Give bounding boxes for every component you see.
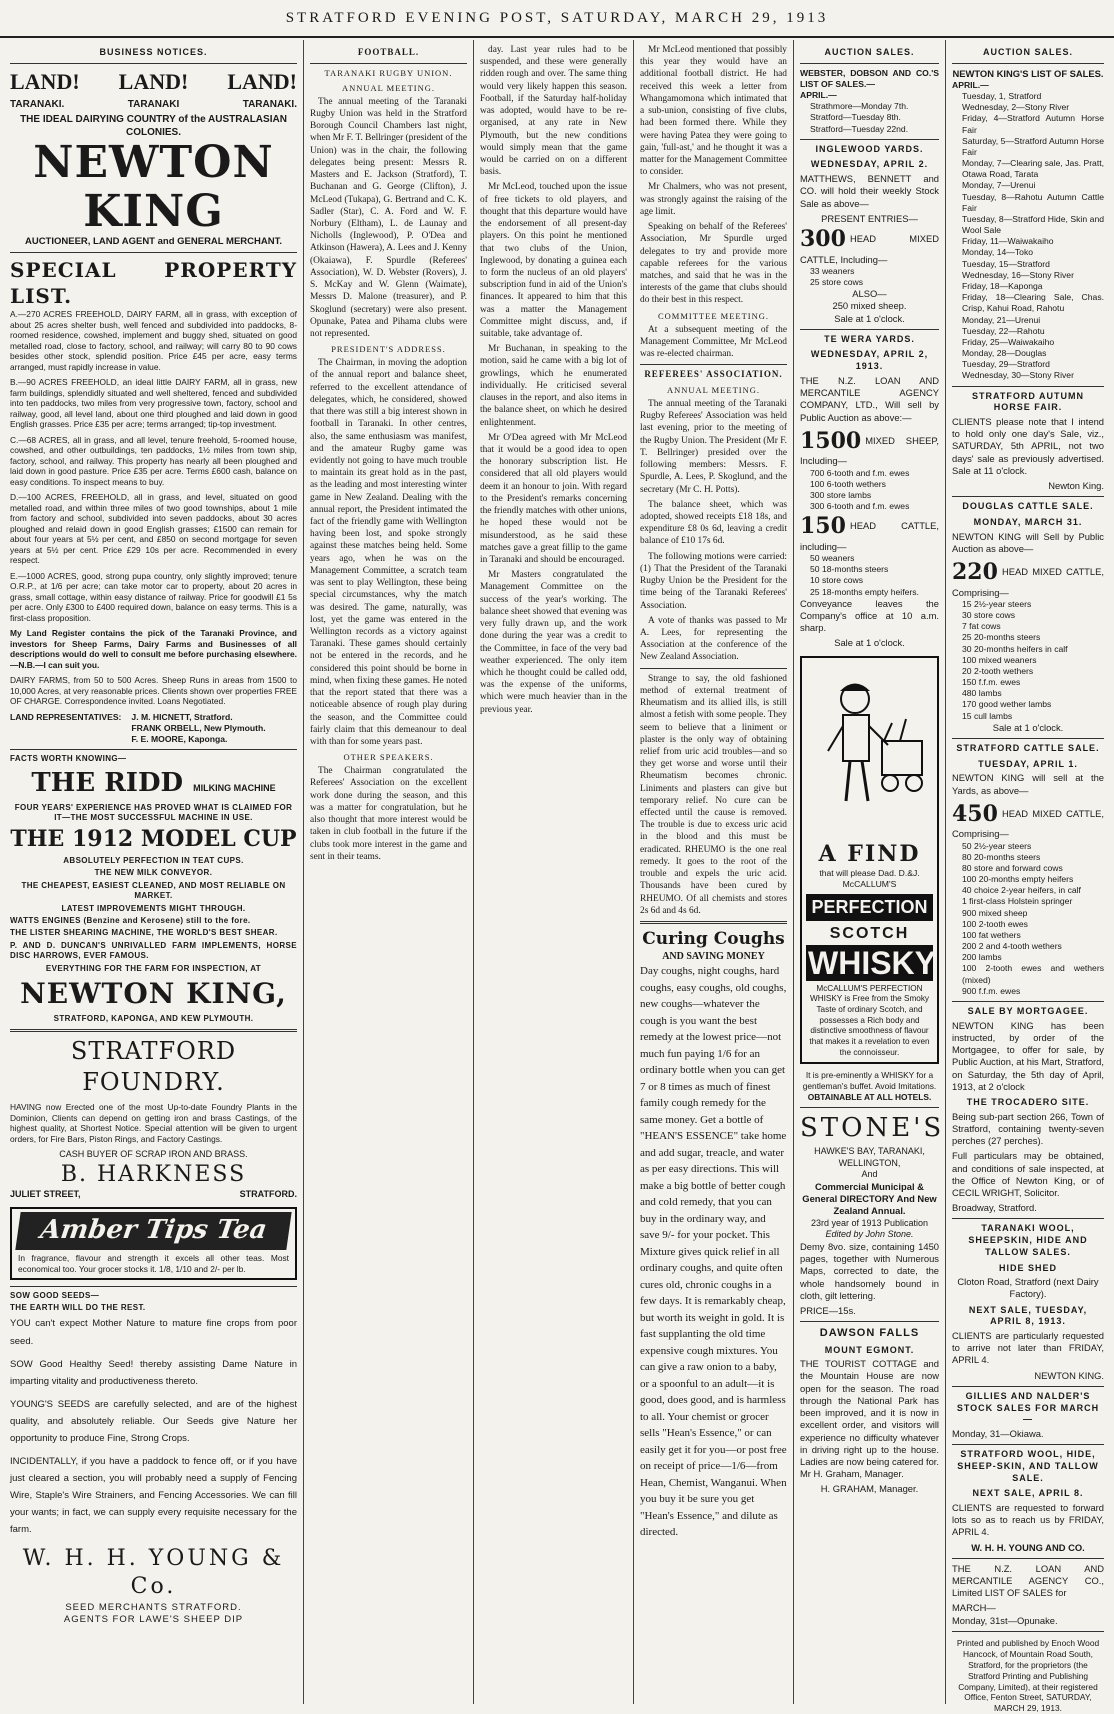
list-item: 100 2-tooth ewes and wethers (mixed)	[962, 963, 1104, 985]
harkness: B. HARKNESS	[60, 1161, 247, 1187]
amber-tips-ad	[10, 1207, 297, 1280]
obtainable: OBTAINABLE AT ALL HOTELS.	[807, 1092, 932, 1103]
list-item: 15 cull lambs	[962, 710, 1013, 721]
article-para: Mr Masters congratulated the Management Committee on the success of the year's working. The balance sheet showed that evening was very fully drawn up, and the work done during the year was a credit to the Committee, in face of the very bad weather experienced. The only item which he thought could be called odd, was the expense of the uniforms, which were much heavier than in the previous year.	[480, 570, 627, 715]
okiawa-line: Monday, 31—Okiawa.	[952, 1427, 1044, 1439]
march-entry: Monday, 31st—Opunake.	[952, 1614, 1058, 1626]
seed-merchants: SEED MERCHANTS STRATFORD.	[65, 1601, 242, 1613]
land-1: LAND!	[10, 68, 80, 94]
cup-line: LATEST IMPROVEMENTS MIGHT THROUGH.	[61, 903, 246, 913]
amber-text: In fragrance, flavour and strength it excels all other teas. Most economical too. Your grocer stocks it. 1/8, 1/10 and 2/- per lb.	[18, 1252, 289, 1274]
ridd-title: THE RIDD	[31, 767, 184, 798]
article-para: Mr Chalmers, who was not present, was strongly against the raising of the age limit.	[640, 182, 787, 217]
list-item: 200 lambs	[962, 952, 1002, 963]
whisky-word: WHISKY	[808, 944, 936, 981]
webster-list	[800, 101, 939, 135]
list-item: 100 6-tooth wethers	[810, 478, 886, 489]
column-referees	[634, 40, 794, 1704]
dairy-farms: DAIRY FARMS, from 50 to 500 Acres. Sheep Runs in areas from 1500 to 10,000 Acres, at very reasonable prices. Clients shown over properties FREE OF CHARGE. Correspondence invited. Loans Negotiated.	[10, 675, 297, 707]
sale-schedule	[952, 91, 1104, 381]
list-item: Monday, 14—Toko	[962, 247, 1034, 258]
list-item: 480 lambs	[962, 688, 1002, 699]
stones-heading: STONE'S	[800, 1113, 945, 1144]
article-para: The annual meeting of the Taranaki Rugby Union was held in the Stratford Borough Council Chambers last night, when Mr F. T. Bellringer (president of the Union) was in the chair, the following delegates being present: Messrs R. Masters and E. Jackson (Stratford), T. Buchanan and G. George (Clifton), J. McLeod (Tukapa), G. Bertrand and C. K. Sadler (Star), C. A. Ford and W. F. Norbury (Eltham), L. de Launay and Nicholls (Inglewood), P. O'Dea and Atkinson (Hawera), A. Lees and J. Kenny (Okaiawa), F. Spurdle (Referees' Association), W. D. Webster (Rovers), J. S. McKay and W. Glenn (Waimate), Messrs D. Malone (treasurer), and P. Skoglund (secretary) were also present. Opunake, Patea and Pihama clubs were not represented.	[310, 96, 467, 339]
list-item: 25 18-months empty heifers.	[810, 586, 919, 597]
street: JULIET STREET,	[10, 1189, 81, 1200]
masthead-title: STRATFORD EVENING POST, SATURDAY, MARCH 29, 1913	[285, 9, 829, 26]
sow-good-seeds: SOW GOOD SEEDS—	[10, 1290, 100, 1300]
annual-meeting-subhead: ANNUAL MEETING.	[666, 384, 761, 395]
list-item: Friday, 4—Stratford Autumn Horse Fair	[962, 113, 1104, 135]
column-football-continued	[474, 40, 634, 1704]
list-item: Monday, 21—Urenui	[962, 314, 1041, 325]
article-para: Speaking on behalf of the Referees' Association, Mr Spurdle urged delegates to try and provide more capable referees for the various matches, and said that he was in the interests of the game that clubs should do their best in this respect.	[640, 222, 787, 306]
clients-text: CLIENTS are particularly requested to arrive not later than FRIDAY, APRIL 4.	[952, 1330, 1104, 1366]
tewera-date: WEDNESDAY, APRIL 2, 1913.	[810, 349, 929, 372]
conveyance-text: Conveyance leaves the Company's office at 10 a.m. sharp.	[800, 597, 939, 634]
foundry-text: HAVING now Erected one of the most Up-to-date Foundry Plants in the Dominion, Clients can depend on getting iron and brass Castings, of the highest quality, at Shortest Notice. Special attention will be given to urgent orders, for Fire Bars, Piston Rings, and Factory Castings.	[10, 1102, 297, 1144]
entries-label: PRESENT ENTRIES—	[821, 212, 918, 224]
list-item: 15 2½-year steers	[962, 598, 1032, 609]
cough-ad-body: Day coughs, night coughs, hard coughs, easy coughs, old coughs, new coughs—whatever the cough is you want the best remedy at the lowest price—not much fun paying 1/6 for an ordinary bottle when you can get 7 or 8 times as much of finest family cough remedy for the same money. Get a bottle of "HEAN'S ESSENCE" take home and add sugar, treacle, and water as per easy directions. This will make a big bottle of better cough and cold remedy, that you can buy in the ordinary way, and save 9/- for your pocket. This Mixture gives quick relief in all ordinary coughs, and quite often cures old, chronic coughs in a few days. It is remarkably cheap, but worth its weight in gold. It is fast supplanting the old time expensive cough mixtures. You can give a raw onion to a baby, or a spoonful to an adult—it is good, does good, and is harmless to all. Your chemist or grocer sells "Hean's Essence," or can easily get it for you—or post free on receipt of price—1/6—from Hean, Chemist, Wanganui. When you buy it be sure you get "Hean's Essence," and dilute as directed.	[640, 965, 787, 1539]
tourist-text: THE TOURIST COTTAGE and the Mountain House are now open for the season. The road through the National Park has been improved, and it is now in excellent order, and visitors will experience no difficulty whatever in driving right up to the house. Ladies are now being catered for. Mr H. Graham, Manager.	[800, 1358, 939, 1480]
lot-number: 1500	[800, 427, 862, 454]
list-item: Monday, 7—Clearing sale, Jas. Pratt, Otawa Road, Tarata	[962, 158, 1104, 180]
model-cup: THE 1912 MODEL CUP	[10, 826, 297, 853]
listing-a: A.—270 ACRES FREEHOLD, DAIRY FARM, all in grass, with exception of about 25 acres shelter bush, well fenced and subdivided into paddocks, 8-roomed residence, cowshed, implement and buggy shed, situated on good metalled road, close to factory, school, and railway; will carry 80 to 90 cows besides other stock, splendid position. Price £45 per acre, easy terms arranged, must rapidly increase in value.	[10, 309, 297, 372]
rep-1: J. M. HICNETT, Stratford.	[131, 711, 233, 722]
column-auction-sales-2	[946, 40, 1110, 1714]
lot-text: HEAD MIXED CATTLE, Comprising—	[952, 807, 1104, 840]
nk-sell: NEWTON KING will Sell by Public Auction as above—	[952, 530, 1104, 554]
list-item: 200 2 and 4-tooth wethers	[962, 941, 1062, 952]
nk-sign: NEWTON KING.	[1034, 1369, 1104, 1381]
column-business-notices	[4, 40, 304, 1704]
masthead	[0, 0, 1114, 38]
newton-king-list: NEWTON KING'S LIST OF SALES.	[952, 67, 1104, 79]
rep-2: FRANK ORBELL, New Plymouth.	[131, 723, 266, 734]
lot-150	[800, 512, 939, 553]
list-item: 900 f.f.m. ewes	[962, 985, 1021, 996]
list-item: Strathmore—Monday 7th.	[810, 101, 909, 112]
scotch: SCOTCH	[829, 924, 910, 942]
seeds-ad	[10, 1315, 297, 1538]
inglewood-yards: INGLEWOOD YARDS.	[815, 143, 924, 154]
taranaki-3: TARANAKI.	[242, 99, 297, 111]
whisky-note: It is pre-eminently a WHISKY for a gentleman's buffet. Avoid Imitations.	[802, 1070, 937, 1092]
price: PRICE—15s.	[800, 1305, 856, 1317]
cup-line: THE NEW MILK CONVEYOR.	[94, 868, 213, 878]
town: STRATFORD.	[239, 1189, 297, 1200]
other-speakers-subhead: OTHER SPEAKERS.	[343, 752, 434, 763]
list-item: Wednesday, 16—Stony River	[962, 269, 1074, 280]
list-item: 300 6-tooth and f.m. ewes	[810, 501, 910, 512]
land-3: LAND!	[227, 68, 297, 94]
list-item: 40 choice 2-year heifers, in calf	[962, 885, 1081, 896]
april-label: APRIL.—	[800, 90, 837, 101]
mount-egmont: MOUNT EGMONT.	[824, 1344, 915, 1355]
list-item: Tuesday, 15—Stratford	[962, 258, 1050, 269]
list-item: 100 2-tooth ewes	[962, 918, 1028, 929]
list-item: 7 fat cows	[962, 621, 1001, 632]
lot-300	[800, 225, 939, 266]
a-find: A FIND	[818, 840, 921, 867]
trocadero: THE TROCADERO SITE.	[966, 1097, 1090, 1107]
land-representatives	[10, 712, 297, 746]
list-item: Monday, 28—Douglas	[962, 348, 1047, 359]
rheumo-ad: Strange to say, the old fashioned method of external treatment of Rheumatism and its allied ills, is still almost a fetish with some people. They seem to believe that a liniment or plaster is the only way of obtaining relief from uric acid troubles—and so they get worse and worse until their Rheumatism becomes chronic. Liniments and plasters can give but temporary relief. No cure can be effected until the cause is removed. The trouble is due to excess uric acid in the blood and this must be eradicated. RHEUMO is the one real remedy. It goes to the root of the trouble and expels the uric acid. Thousands have been cured by RHEUMO. Of all chemists and stores 2s 6d and 4s 6d.	[640, 673, 787, 916]
taranaki-wool: TARANAKI WOOL, SHEEPSKIN, HIDE AND TALLOW SALES.	[968, 1223, 1088, 1257]
article-para: The annual meeting of the Taranaki Rugby Referees' Association was held last evening, prior to the meeting of the Rugby Union. The President (Mr F. T. Bellringer) presided over the following members: Messrs. F. Spurdle, A. Lees, P. Skoglund, and the secretary (Mr C. H. Potts).	[640, 399, 787, 495]
list-item: 25 store cows	[810, 276, 864, 287]
cattle-sale: STRATFORD CATTLE SALE.	[956, 742, 1100, 753]
lot-number: 150	[800, 513, 846, 540]
list-item: Tuesday, 22—Rahotu	[962, 325, 1045, 336]
taranaki-2: TARANAKI	[127, 99, 180, 111]
nzloan-text: THE N.Z. LOAN AND MERCANTILE AGENCY COMPANY, LTD., Will sell by Public Auction as above:—	[800, 374, 939, 423]
lot-1500	[800, 427, 939, 468]
stratford-wool: STRATFORD WOOL, HIDE, SHEEP-SKIN, AND TALLOW SALE.	[957, 1449, 1099, 1483]
newton-king-small: NEWTON KING,	[20, 976, 287, 1010]
article-para: At a subsequent meeting of the Management Committee, Mr McLeod was re-elected chairman.	[640, 324, 787, 360]
list-item: Tuesday, 8—Rahotu Autumn Cattle Fair	[962, 191, 1104, 213]
article-para: Mr Buchanan, in speaking to the motion, said he came with a big lot of growlings, which he enumerated individually. He criticised several clauses in the report, and also items in the balance sheet, on which he desired enlightenment.	[480, 344, 627, 428]
boy-illustration-icon	[810, 671, 930, 831]
also-label: ALSO—	[852, 288, 887, 300]
lot-450	[952, 800, 1104, 841]
mortgage-sale: SALE BY MORTGAGEE.	[967, 1006, 1089, 1016]
list-item: 100 fat wethers	[962, 929, 1021, 940]
taranaki-row	[10, 98, 297, 111]
lot-text: HEAD MIXED CATTLE, Comprising—	[952, 565, 1104, 598]
list-item: 50 18-months steers	[810, 564, 889, 575]
march-label: MARCH—	[952, 1602, 996, 1614]
article-para: The balance sheet, which was adopted, showed receipts £18 18s, and expenditure £8 0s 6d, leaving a credit balance of £10 17s 6d.	[640, 499, 787, 547]
list-item: 100 20-months empty heifers	[962, 874, 1074, 885]
cloton-road: Cloton Road, Stratford (next Dairy Factory).	[957, 1276, 1099, 1300]
horse-fair: STRATFORD AUTUMN HORSE FAIR.	[972, 390, 1084, 413]
demy-text: Demy 8vo. size, containing 1450 pages, together with Numerous Maps, corrected to date, the whole handsomely bound in cloth, gilt lettering.	[800, 1240, 939, 1301]
and-word: And	[861, 1169, 878, 1180]
young-co-heading: W. H. H. YOUNG & Co.	[22, 1545, 285, 1600]
list-item: 80 store and forward cows	[962, 862, 1063, 873]
webster-heading: WEBSTER, DOBSON AND CO.'S LIST OF SALES.—	[800, 67, 939, 89]
column-auction-sales-1	[794, 40, 946, 1704]
list-item: Tuesday, 1, Stratford	[962, 91, 1042, 102]
seed-para: INCIDENTALLY, if you have a paddock to fence off, or if you have just cleared a section, you will probably need a supply of Fencing Wire, Staple's Wire Strainers, and Fencing Accessories. We can fill your wants; in fact, we can supply every requisite necessary for the farm.	[10, 1456, 297, 1536]
list-item: Tuesday, 29—Stratford	[962, 359, 1050, 370]
auctioneer-line: AUCTIONEER, LAND AGENT and GENERAL MERCHANT.	[24, 236, 283, 248]
clients-text: CLIENTS please note that I intend to hold only one day's Sale, viz., SATURDAY, 5th APRIL, not two days' sale as previously advertised. Sale at 11 o'clock.	[952, 415, 1104, 476]
lot-text: HEAD CATTLE, including—	[800, 520, 939, 552]
cup-line: THE LISTER SHEARING MACHINE, THE WORLD'S BEST SHEAR.	[10, 928, 278, 938]
hawkes-bay: HAWKE'S BAY, TARANAKI, WELLINGTON,	[814, 1145, 925, 1168]
list-item: 150 f.f.m. ewes	[962, 677, 1021, 688]
nk-sign: Newton King.	[1048, 480, 1104, 492]
imprint: Printed and published by Enoch Wood Hancock, of Mountain Road South, Stratford, for the proprietors (the Stratford Printing and Publishing Company, Limited), at their registered Office, Fenton Street, SATURDAY, MARCH 29, 1913.	[956, 1637, 1100, 1714]
seed-para: YOUNG'S SEEDS are carefully selected, and are of the highest quality, and absolutely reliable. Our Seeds give Nature her opportunity to produce Fine, Strong Crops.	[10, 1398, 297, 1444]
list-item: Monday, 7—Urenui	[962, 180, 1036, 191]
newspaper-page	[4, 40, 1110, 1714]
list-item: 700 6-tooth and f.m. ewes	[810, 467, 910, 478]
list-item: 50 weaners	[810, 553, 855, 564]
sale-time: Sale at 1 o'clock.	[992, 721, 1064, 733]
whisky-sub: that will please Dad. D.&J. McCALLUM'S	[819, 868, 920, 890]
list-item: Wednesday, 30—Stony River	[962, 370, 1074, 381]
list-item: 300 store lambs	[810, 489, 872, 500]
matthews-text: MATTHEWS, BENNETT and CO. will hold their weekly Stock Sale as above—	[800, 173, 939, 209]
amber-logo: Amber Tips Tea	[15, 1212, 291, 1250]
gillies-nalder: GILLIES AND NALDER'S STOCK SALES FOR MARCH—	[956, 1390, 1100, 1425]
facts-heading: FACTS WORTH KNOWING—	[10, 754, 127, 764]
lot-text: MIXED SHEEP, Including—	[800, 434, 939, 467]
article-para: The Chairman congratulated the Referees' Association on the excellent work done during the season, and this was a matter for congratulation, but he also thought that more interest would be taken in club football in the future if the clubs took more interest in the game and sent in their teams.	[310, 766, 467, 862]
lot-list	[800, 266, 939, 288]
lot-number: 300	[800, 225, 846, 252]
ideal-dairying: THE IDEAL DAIRYING COUNTRY of the AUSTRALASIAN COLONIES.	[20, 114, 287, 139]
cash-buyer: CASH BUYER OF SCRAP IRON AND BRASS.	[59, 1149, 248, 1160]
list-item: Tuesday, 8—Stratford Hide, Skin and Wool Sale	[962, 213, 1104, 236]
list-item: Wednesday, 2—Stony River	[962, 102, 1070, 113]
land-2: LAND!	[118, 68, 189, 94]
reps-label: LAND REPRESENTATIVES:	[10, 711, 122, 722]
rep-3: F. E. MOORE, Kaponga.	[131, 734, 228, 745]
whisky-ad	[800, 656, 939, 1065]
taranaki-1: TARANAKI.	[10, 99, 65, 111]
lot-list	[800, 553, 939, 598]
land-register: My Land Register contains the pick of the Taranaki Province, and investors for Sheep Farms, Dairy Farms and Businesses of all descriptions would do well to consult me before purchasing elsewhere.—N.B.—I can suit you.	[10, 628, 297, 670]
ridd-row	[10, 767, 297, 801]
whisky-small: McCALLUM'S PERFECTION WHISKY is Free from the Smoky Taste of ordinary Scotch, and possesses a Rich body and distinctive smoothness of flavour that makes it a revelation to even the connoisseur.	[809, 983, 930, 1057]
president-address-subhead: PRESIDENT'S ADDRESS.	[331, 344, 446, 355]
lot-list	[800, 468, 939, 513]
young-co: W. H. H. YOUNG AND CO.	[971, 1541, 1085, 1553]
inglewood-date: WEDNESDAY, APRIL 2.	[810, 159, 929, 170]
list-item: 170 good wether lambs	[962, 699, 1052, 710]
auction-heading: AUCTION SALES.	[982, 47, 1073, 57]
article-para: The following motions were carried: (1) That the President of the Taranaki Rugby Union be the President for the time being of the Taranaki Referees' Association.	[640, 551, 787, 611]
list-item: 30 store cows	[962, 610, 1016, 621]
next-sale: NEXT SALE, TUESDAY, APRIL 8, 1913.	[968, 1304, 1088, 1327]
agents-line: AGENTS FOR LAWE'S SHEEP DIP	[63, 1614, 244, 1626]
lot-number: 220	[952, 559, 998, 586]
branches: STRATFORD, KAPONGA, AND KEW PLYMOUTH.	[53, 1014, 254, 1024]
edited-by: Edited by John Stone.	[825, 1229, 914, 1240]
perfection: PERFECTION	[806, 894, 933, 921]
list-item: 20 2-tooth wethers	[962, 665, 1034, 676]
seed-para: YOU can't expect Mother Nature to mature fine crops from poor seed.	[10, 1318, 297, 1347]
dawson-falls: DAWSON FALLS	[819, 1327, 920, 1340]
newton-king-heading: NEWTON KING	[33, 137, 274, 237]
listing-d: D.—100 ACRES, FREEHOLD, all in grass, and level, situated on good metalled road, and within three miles of two good townships, about 1 mile from factory and school, subdivided into seven paddocks, about 30 acres ploughed and relaid down in good English grasses; £1500 can remain for about four years at 5½ per cent, and £850 on second mortgage for seven years at 5½ per cent. Price £29 10s per acre. Recommended in every respect.	[10, 492, 297, 566]
listing-b: B.—90 ACRES FREEHOLD, an ideal little DAIRY FARM, all in grass, new farm buildings, splendidly situated and well sheltered, fenced and subdivided into ten paddocks, two miles from very progressive town, factory, school and railway, good, all level land, about one third ploughed and laid down in good English grasses. Price £35 per acre; terms arranged; tip-top investment.	[10, 377, 297, 430]
saving-money: AND SAVING MONEY	[662, 951, 765, 963]
list-item: Stratford—Tuesday 22nd.	[810, 123, 909, 134]
lot-list	[952, 841, 1104, 997]
listing-c: C.—68 ACRES, all in grass, and all level, tenure freehold, 5-roomed house, cowshed, and other outbuildings, ten paddocks, 1½ miles from town ship, factory, school, and railway. This property has nearly all been ploughed and laid down in good pasture. Price £35 per acre. Terms £600 cash, balance on easy conditions. To inspect means to buy.	[10, 434, 297, 487]
rugby-union-subhead: TARANAKI RUGBY UNION.	[324, 67, 453, 78]
list-item: Saturday, 5—Stratford Autumn Horse Fair	[962, 135, 1104, 157]
listing-e: E.—1000 ACRES, good, strong pupa country, only slightly improved; tenure O.R.P., at 1/6 per acre; can take motor car to property, about 20 acres in grass, small cottage, within easy distance of railway. Price for goodwill £1 5s per acre. Only £300 to £400 required down, balance on easy terms. This is a first-class proposition.	[10, 570, 297, 623]
lot-list	[952, 599, 1104, 722]
cup-line: WATTS ENGINES (Benzine and Kerosene) still to the fore.	[10, 915, 251, 925]
year-line: 23rd year of 1913 Publication	[810, 1217, 929, 1228]
list-item: 1 first-class Holstein springer	[962, 896, 1073, 907]
annual-meeting-subhead: ANNUAL MEETING.	[341, 82, 436, 93]
list-item: Stratford—Tuesday 8th.	[810, 112, 901, 123]
section-heading: BUSINESS NOTICES.	[99, 47, 208, 57]
list-item: Friday, 18—Clearing Sale, Chas. Crisp, Kahui Road, Rahotu	[962, 292, 1104, 314]
cup-line: ABSOLUTELY PERFECTION IN TEAT CUPS.	[63, 855, 244, 865]
stratford-foundry: STRATFORD FOUNDRY.	[70, 1036, 237, 1096]
referees-heading: REFEREES' ASSOCIATION.	[644, 369, 783, 380]
list-item: 33 weaners	[810, 265, 855, 276]
list-item: 25 20-months steers	[962, 632, 1041, 643]
graham-sign: H. GRAHAM, Manager.	[820, 1483, 919, 1495]
milking-machine: MILKING MACHINE	[193, 782, 276, 793]
column-football	[304, 40, 474, 1704]
list-item: 10 store cows	[810, 575, 864, 586]
committee-subhead: COMMITTEE MEETING.	[657, 310, 769, 321]
football-heading: FOOTBALL.	[357, 47, 420, 57]
list-item: 100 mixed weaners	[962, 654, 1037, 665]
douglas-date: MONDAY, MARCH 31.	[973, 516, 1083, 527]
boy-with-cart-illustration	[806, 666, 933, 836]
mortgage-text: NEWTON KING has been instructed, by order of the Mortgagee, to offer for sale, by Public Auction, at his Mart, Stratford, on Saturday, the 5th day of April, 1913, at 2 o'clock	[952, 1019, 1104, 1092]
commercial-directory: Commercial Municipal & General DIRECTORY And New Zealand Annual.	[802, 1180, 937, 1217]
list-item: Friday, 25—Waiwakaiho	[962, 336, 1055, 347]
sale-time: Sale at 1 o'clock.	[834, 637, 905, 649]
cattle-date: TUESDAY, APRIL 1.	[978, 758, 1078, 769]
seed-para: SOW Good Healthy Seed! thereby assisting Dame Nature in imparting vitality and productiveness thereto.	[10, 1358, 297, 1387]
tewera-yards: TE WERA YARDS.	[824, 333, 915, 344]
hide-shed: HIDE SHED	[998, 1262, 1057, 1273]
land-heading	[10, 68, 297, 97]
douglas-sale: DOUGLAS CATTLE SALE.	[962, 501, 1094, 512]
cup-line: P. AND D. DUNCAN'S UNRIVALLED FARM IMPLEMENTS, HORSE DISC HARROWS, EVER FAMOUS.	[10, 940, 297, 961]
next-apr8: NEXT SALE, APRIL 8.	[972, 1488, 1084, 1499]
list-item: 30 20-months heifers in calf	[962, 643, 1068, 654]
broadway: Broadway, Stratford.	[952, 1202, 1037, 1214]
curing-coughs-heading: Curing Coughs	[642, 929, 785, 949]
clients-text: CLIENTS are requested to forward lots so as to reach us by FRIDAY, APRIL 4.	[952, 1501, 1104, 1538]
april-label: APRIL.—	[952, 79, 989, 90]
auction-heading: AUCTION SALES.	[824, 47, 915, 57]
juliet-street	[10, 1189, 297, 1201]
article-para: Mr O'Dea agreed with Mr McLeod that it would be a good idea to open the honorary subscription list. He considered that all old players would deem it an honour to join. With regard to the President's remarks concerning the friendly matches with other unions, he hoped these would not be misunderstood, as he said these matches gave a great fillip to the game in Taranaki and should be encouraged.	[480, 432, 627, 565]
trocadero-text: Being sub-part section 266, Town of Stratford, containing twenty-seven perches (27 perches).	[952, 1110, 1104, 1147]
article-para: Mr McLeod, touched upon the issue of free tickets to old players, and thought that this departure would have the endorsement of all present-day players. On this point he mentioned that two clubs of the Union, Inglewood, by donating a guinea each to form the nucleus of an old players' subscription fund in aid of the Union's finances. It appeared to him that this was a matter the Management Committee might discuss, and, if suitable, take advantage of.	[480, 182, 627, 340]
list-item: Friday, 18—Kaponga	[962, 281, 1043, 291]
nk-sell: NEWTON KING will sell at the Yards, as above—	[952, 772, 1104, 796]
cup-line: EVERYTHING FOR THE FARM FOR INSPECTION, AT	[45, 963, 262, 973]
sheep-line: 250 mixed sheep.	[832, 300, 907, 312]
full-particulars: Full particulars may be obtained, and conditions of sale inspected, at the Office of Newton King, or of CECIL WRIGHT, Solicitor.	[952, 1150, 1104, 1198]
lot-number: 450	[952, 800, 998, 827]
nzloan-list: THE N.Z. LOAN AND MERCANTILE AGENCY CO., Limited LIST OF SALES for	[952, 1562, 1104, 1599]
list-item: Friday, 11—Waiwakaiho	[962, 236, 1054, 247]
lot-220	[952, 558, 1104, 599]
lot-text: HEAD MIXED CATTLE, Including—	[800, 232, 939, 265]
article-para: A vote of thanks was passed to Mr A. Lees, for representing the Association at the conference of the New Zealand Association.	[640, 615, 787, 663]
earth-line: THE EARTH WILL DO THE REST.	[10, 1303, 146, 1313]
list-item: 80 20-months steers	[962, 851, 1041, 862]
article-para: Mr McLeod mentioned that possibly this year they would have an additional football district. He had received this week a letter from Whangamomona which intimated that a sub-union, consisting of five clubs, had been formed there. While they were having Patea they were going to gain, 'full-ast,' and he thought it was a matter for the Management Committee to consider.	[640, 45, 787, 178]
article-para: The Chairman, in moving the adoption of the annual report and balance sheet, referred to the excellent attendance of delegates, which, he considered, showed that there was still a big interest shown in football in Taranaki. In other centres, also, the same enthusiasm was manifest, and the amateur Rugby game was evidently not going to have much trouble to maintain its great hold as in the past, as the leading and most interesting winter game in New Zealand. Dealing with the annual report, the President intimated the fact of the friendly game with Wellington having been lost, and spoke strongly against these matches being held. Some years ago, when he was on the Management Committee, a scratch team was sent to play Wellington, these being special circumstances, why the match was desired. The game, naturally, was lost, yet the game was entered in the Wellington records as a victory against Taranaki. These games should certainly not be entered in the records, and he considered this point should be borne in mind, when fixing these games. He noted that the report stated that there was a noticeable absence of rough play during the season, and the Committee could fairly claim that this demeanour to deal with than for some years past.	[310, 358, 467, 747]
list-item: 50 2½-year steers	[962, 840, 1032, 851]
article-para: day. Last year rules had to be suspended, and these were generally ridden rough and over. The same thing would very likely happen this season. Football, if the Saturday half-holiday was adopted, would have to be re-organised, at any rate in New Plymouth, but the new conditions would simply mean that the game would be carried on on a different basis.	[480, 45, 627, 178]
special-property-heading: SPECIAL PROPERTY LIST.	[10, 258, 297, 309]
sale-time: Sale at 1 o'clock.	[834, 312, 905, 324]
four-years: FOUR YEARS' EXPERIENCE HAS PROVED WHAT IS CLAIMED FOR IT—THE MOST SUCCESSFUL MACHINE IN USE.	[14, 802, 293, 822]
cup-line: THE CHEAPEST, EASIEST CLEANED, AND MOST RELIABLE ON MARKET.	[21, 880, 286, 901]
list-item: 900 mixed sheep	[962, 907, 1028, 918]
